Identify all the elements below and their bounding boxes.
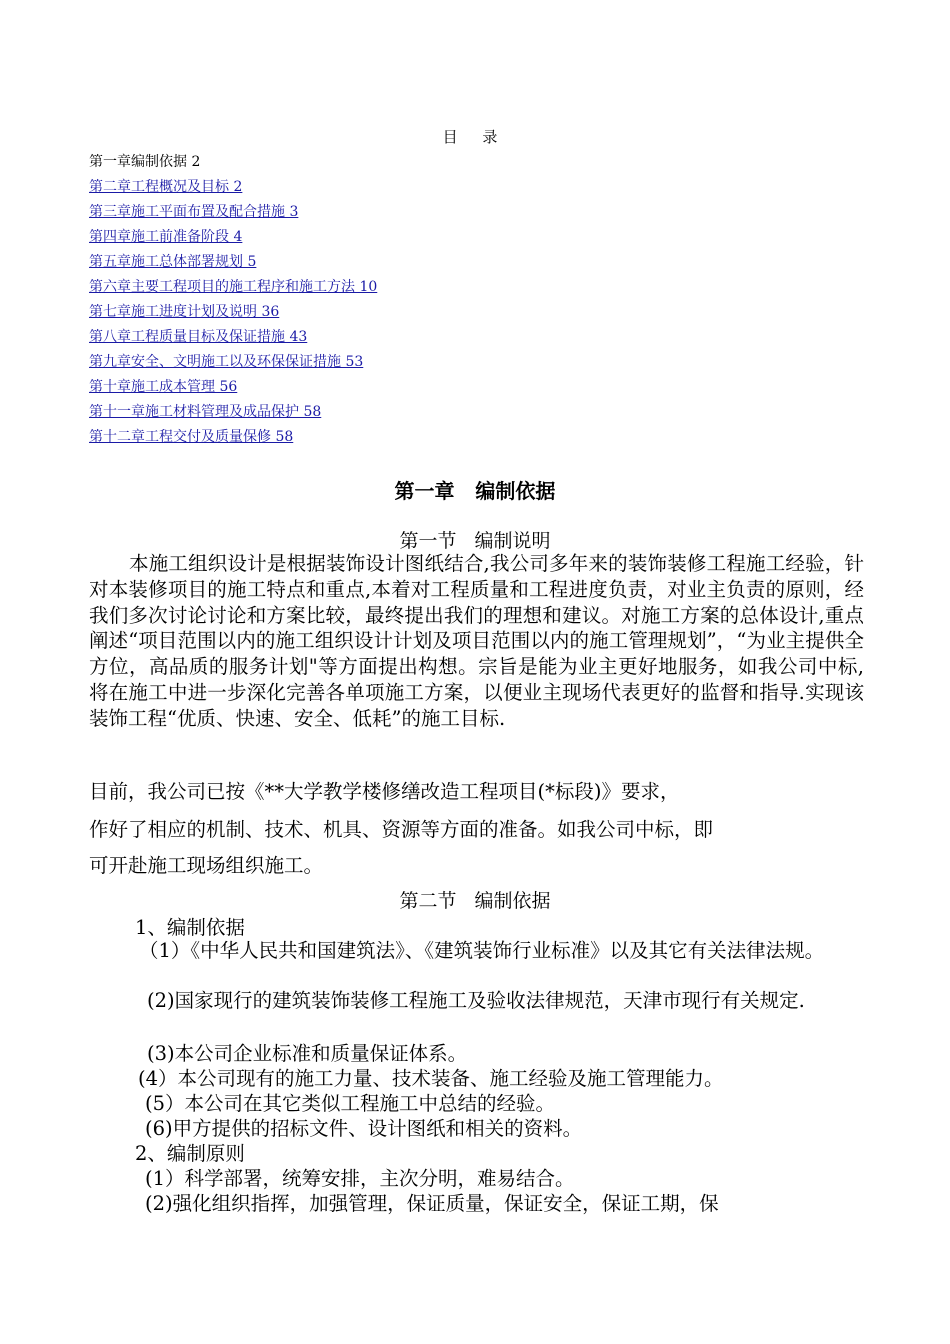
toc-link[interactable]: 第十二章工程交付及质量保修 58: [89, 429, 294, 445]
toc-item: [89, 327, 689, 352]
toc-item: [89, 252, 689, 277]
toc-title: 目 录: [442, 128, 508, 146]
toc-link[interactable]: 第三章施工平面布置及配合措施 3: [89, 204, 299, 220]
toc-item: [89, 402, 689, 427]
intro-paragraph: 本施工组织设计是根据装饰设计图纸结合,我公司多年来的装饰装修工程施工经验，针对本装修项目的施工特点和重点,本着对工程质量和工程进度负责，对业主负责的原则，经我们多次讨论讨论和方案比较，最终提出我们的理想和建议。对施工方案的总体设计,重点阐述“项目范围以内的施工组织设计计划及项目范围以内的施工管理规划”，“为业主提供全方位，高品质的服务计划"等方面提出构想。宗旨是能为业主更好地服务，如我公司中标,将在施工中进一步深化完善各单项施工方案，以便业主现场代表更好的监督和指导.实现该装饰工程“优质、快速、安全、低耗”的施工目标.: [89, 552, 864, 730]
toc-item: [89, 427, 689, 452]
toc-item: 第一章编制依据 2: [89, 154, 201, 170]
principle-item: (1）科学部署，统筹安排，主次分明，难易结合。: [145, 1167, 575, 1190]
toc-link[interactable]: 第八章工程质量目标及保证措施 43: [89, 329, 308, 345]
basis-item: (3)本公司企业标准和质量保证体系。: [147, 1042, 468, 1065]
basis-heading: 1、编制依据: [135, 916, 245, 939]
section-title: 第一节 编制说明: [399, 530, 551, 552]
principle-item: (2)强化组织指挥，加强管理，保证质量，保证安全，保证工期，保: [145, 1192, 719, 1215]
toc-item: [89, 227, 689, 252]
toc-link[interactable]: 第六章主要工程项目的施工程序和施工方法 10: [89, 279, 378, 295]
body-line: 目前，我公司已按《**大学教学楼修缮改造工程项目(*标段)》要求，: [89, 780, 680, 803]
table-of-contents: [89, 152, 689, 452]
toc-link[interactable]: 第四章施工前准备阶段 4: [89, 229, 243, 245]
toc-item: [89, 202, 689, 227]
body-line: 可开赴施工现场组织施工。: [89, 854, 324, 877]
chapter-title: 第一章 编制依据: [394, 479, 556, 503]
principle-heading: 2、编制原则: [135, 1142, 245, 1165]
toc-item: [89, 377, 689, 402]
toc-link[interactable]: 第十章施工成本管理 56: [89, 379, 238, 395]
basis-item: (5）本公司在其它类似工程施工中总结的经验。: [145, 1092, 556, 1115]
basis-item: (2)国家现行的建筑装饰装修工程施工及验收法律规范，天津市现行有关规定.: [147, 989, 805, 1012]
toc-item: [89, 177, 689, 202]
toc-item: [89, 302, 689, 327]
section-title: 第二节 编制依据: [399, 890, 551, 912]
basis-item: (4）本公司现有的施工力量、技术装备、施工经验及施工管理能力。: [138, 1067, 724, 1090]
toc-item: [89, 352, 689, 377]
toc-link[interactable]: 第十一章施工材料管理及成品保护 58: [89, 404, 322, 420]
basis-item: (6)甲方提供的招标文件、设计图纸和相关的资料。: [145, 1117, 583, 1140]
toc-link[interactable]: 第七章施工进度计划及说明 36: [89, 304, 280, 320]
toc-item: [89, 277, 689, 302]
toc-link[interactable]: 第五章施工总体部署规划 5: [89, 254, 257, 270]
body-line: 作好了相应的机制、技术、机具、资源等方面的准备。如我公司中标，即: [89, 818, 714, 841]
basis-item: （1）《中华人民共和国建筑法》、《建筑装饰行业标准》以及其它有关法律法规。: [139, 939, 825, 962]
toc-link[interactable]: 第二章工程概况及目标 2: [89, 179, 243, 195]
toc-link[interactable]: 第九章安全、文明施工以及环保保证措施 53: [89, 354, 364, 370]
